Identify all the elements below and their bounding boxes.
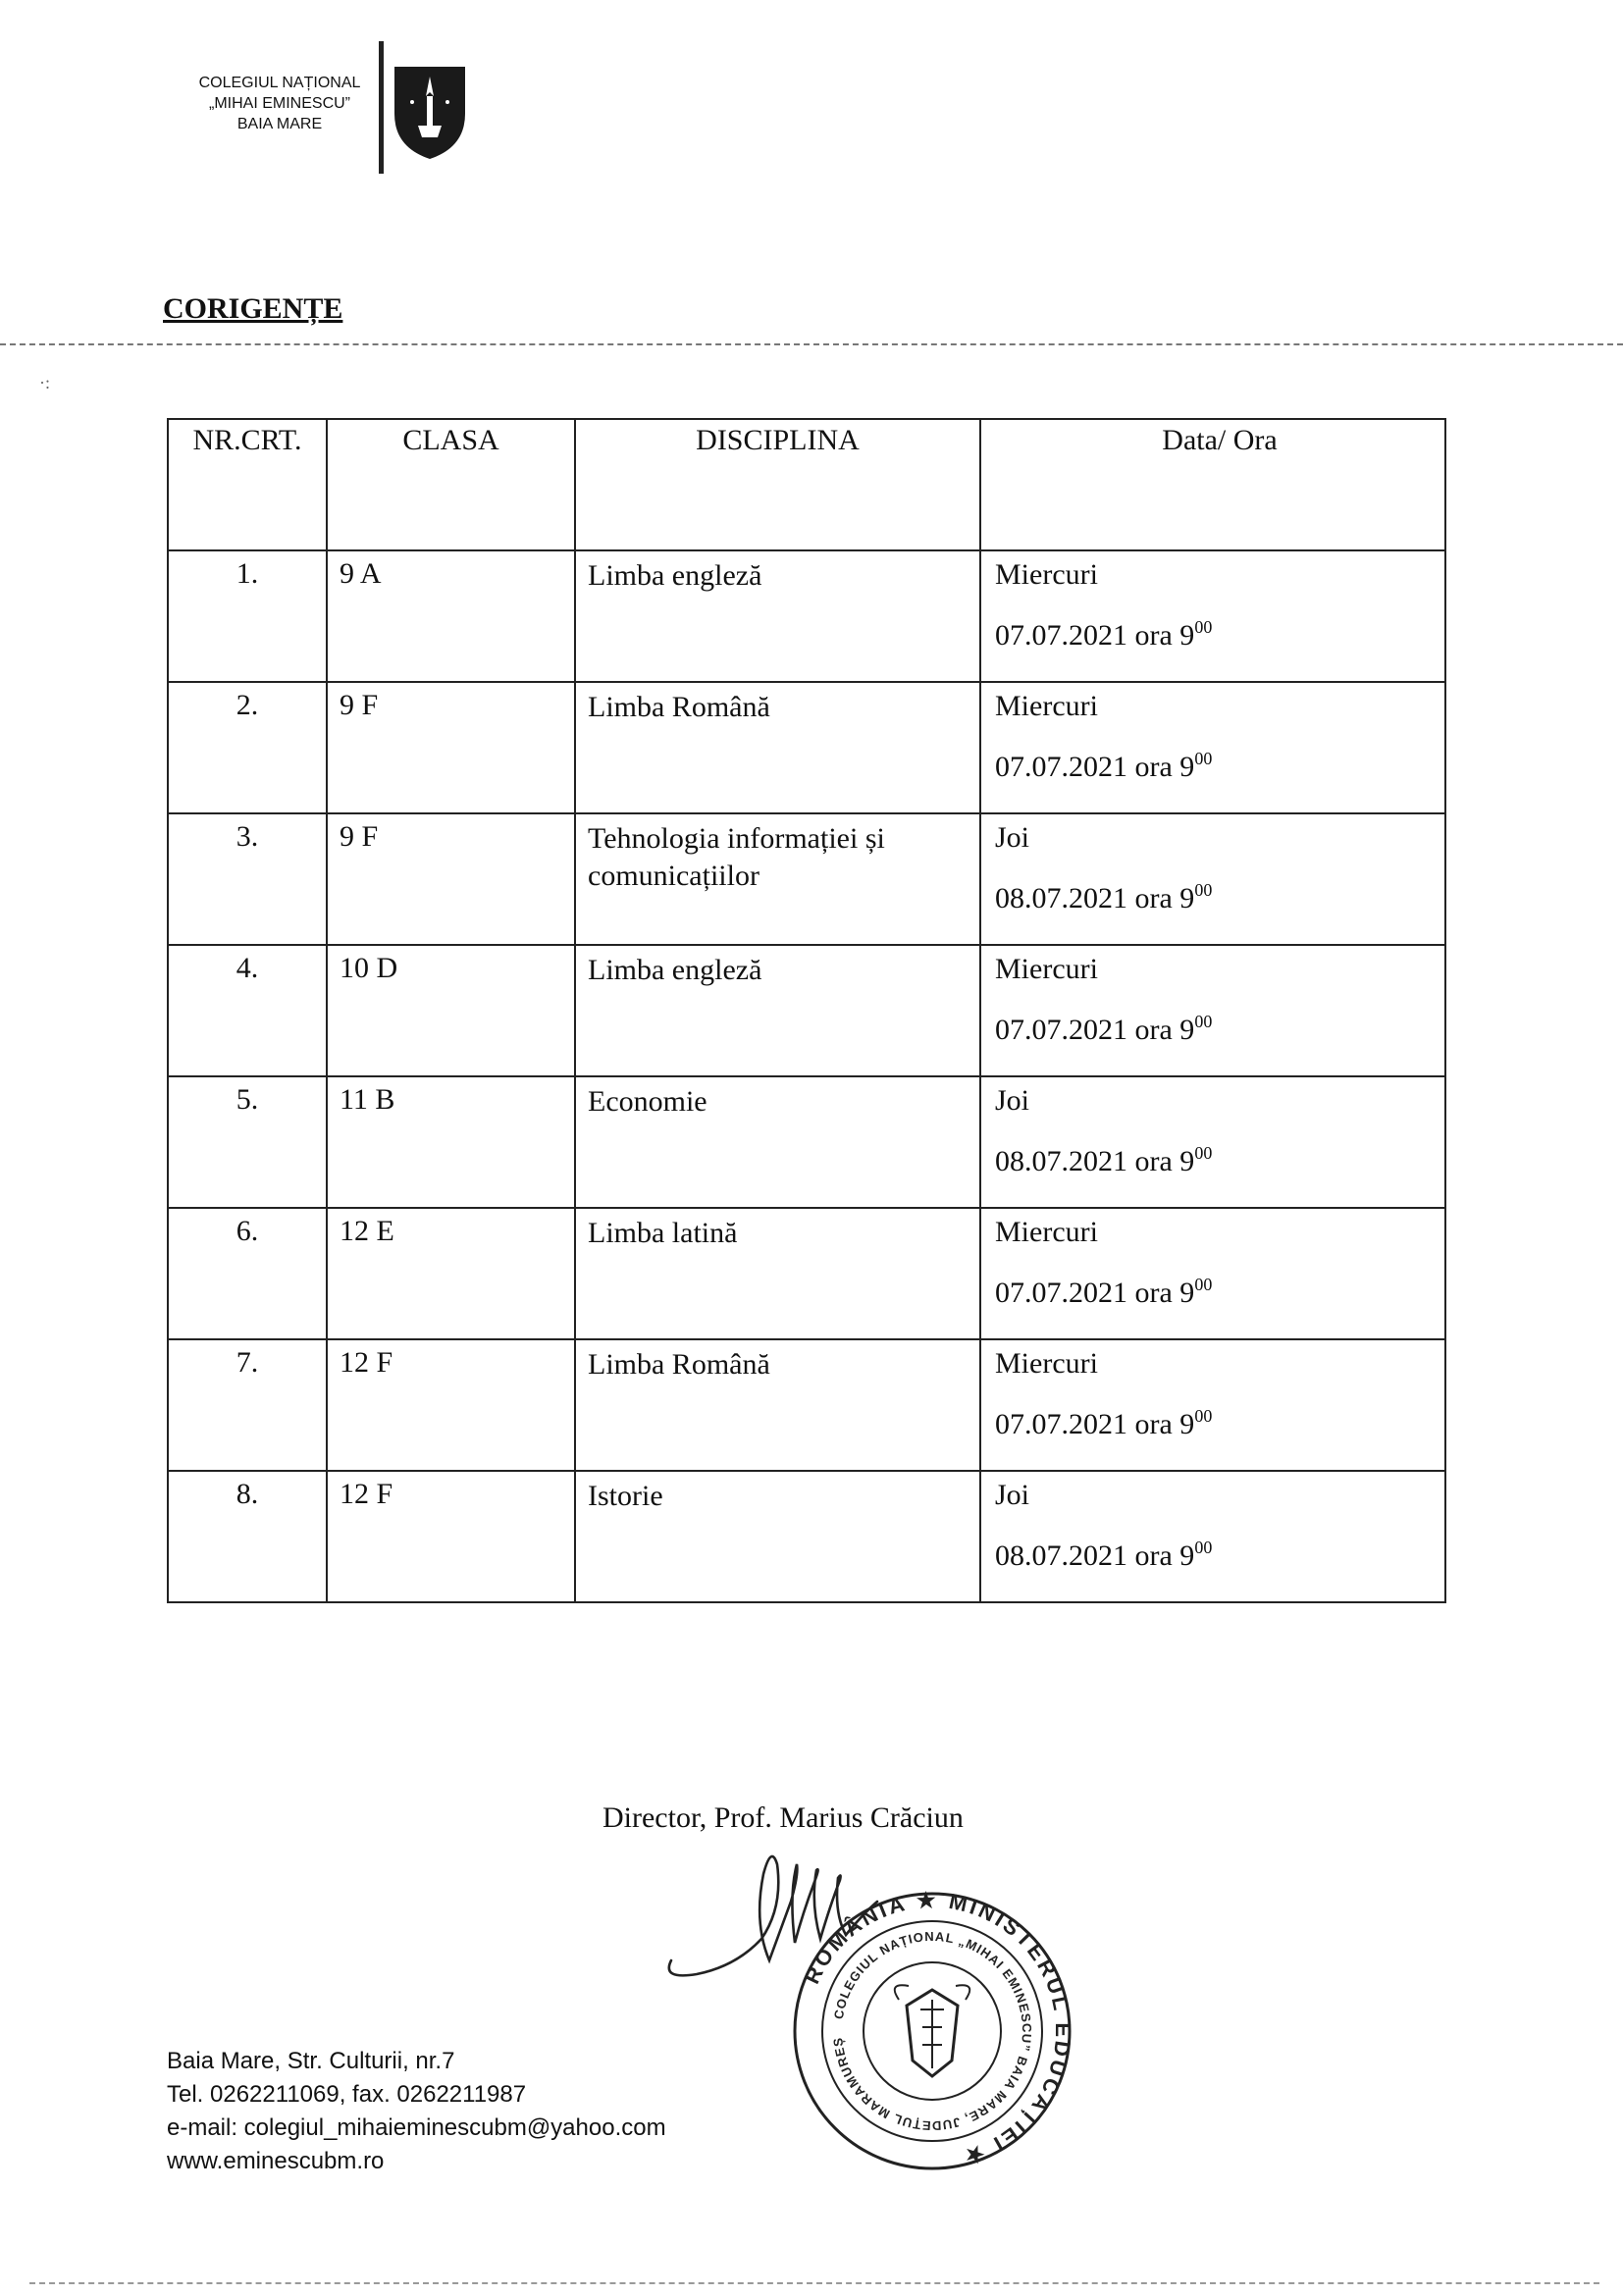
exam-day: Joi bbox=[995, 821, 1030, 854]
exam-day: Miercuri bbox=[995, 1216, 1098, 1248]
table-row bbox=[168, 813, 1445, 945]
header-data-ora: Data/ Ora bbox=[980, 419, 1445, 550]
exam-datetime: 08.07.2021 ora $9^{00}$ bbox=[995, 1143, 1213, 1177]
cell-nr: 8. bbox=[168, 1471, 327, 1602]
cell-data-ora bbox=[980, 813, 1445, 945]
bottom-divider bbox=[29, 2282, 1599, 2284]
cell-data-ora bbox=[980, 1339, 1445, 1471]
exam-datetime: 07.07.2021 ora $9^{00}$ bbox=[995, 749, 1213, 783]
cell-disciplina: Istorie bbox=[575, 1471, 980, 1602]
cell-disciplina: Limba Română bbox=[575, 682, 980, 813]
cell-data-ora bbox=[980, 1471, 1445, 1602]
cell-disciplina: Economie bbox=[575, 1076, 980, 1208]
cell-clasa: 12 E bbox=[327, 1208, 575, 1339]
cell-nr: 1. bbox=[168, 550, 327, 682]
cell-clasa: 12 F bbox=[327, 1471, 575, 1602]
cell-clasa: 12 F bbox=[327, 1339, 575, 1471]
dashed-divider bbox=[0, 343, 1623, 345]
cell-nr: 4. bbox=[168, 945, 327, 1076]
cell-clasa: 10 D bbox=[327, 945, 575, 1076]
exam-schedule-table bbox=[167, 418, 1446, 1603]
cell-disciplina: Limba engleză bbox=[575, 945, 980, 1076]
letterhead bbox=[157, 39, 491, 186]
cell-nr: 7. bbox=[168, 1339, 327, 1471]
cell-disciplina: Tehnologia informației și comunicațiilor bbox=[575, 813, 980, 945]
cell-data-ora bbox=[980, 550, 1445, 682]
director-name: Director, Prof. Marius Crăciun bbox=[602, 1801, 964, 1834]
contact-footer bbox=[167, 2045, 666, 2178]
cell-disciplina: Limba latină bbox=[575, 1208, 980, 1339]
table-row bbox=[168, 1208, 1445, 1339]
cell-clasa: 11 B bbox=[327, 1076, 575, 1208]
college-name-line-2: „MIHAI EMINESCU” bbox=[209, 95, 350, 112]
cell-data-ora bbox=[980, 682, 1445, 813]
exam-datetime: 07.07.2021 ora $9^{00}$ bbox=[995, 1012, 1213, 1046]
exam-datetime: 07.07.2021 ora $9^{00}$ bbox=[995, 617, 1213, 652]
footer-phone: Tel. 0262211069, fax. 0262211987 bbox=[167, 2081, 527, 2108]
cell-nr: 6. bbox=[168, 1208, 327, 1339]
table-row bbox=[168, 1339, 1445, 1471]
cell-clasa: 9 A bbox=[327, 550, 575, 682]
cell-nr: 2. bbox=[168, 682, 327, 813]
college-name-line-1: COLEGIUL NAȚIONAL bbox=[198, 75, 361, 91]
exam-day: Miercuri bbox=[995, 558, 1098, 591]
table-row bbox=[168, 945, 1445, 1076]
exam-day: Miercuri bbox=[995, 953, 1098, 985]
footer-email: e-mail: colegiul_mihaieminescubm@yahoo.com bbox=[167, 2114, 666, 2141]
cell-data-ora bbox=[980, 1076, 1445, 1208]
official-stamp bbox=[785, 1884, 1079, 2178]
exam-datetime: 08.07.2021 ora $9^{00}$ bbox=[995, 880, 1213, 914]
header-divider bbox=[379, 41, 384, 174]
cell-clasa: 9 F bbox=[327, 813, 575, 945]
exam-day: Miercuri bbox=[995, 1347, 1098, 1380]
cell-data-ora bbox=[980, 945, 1445, 1076]
exam-day: Joi bbox=[995, 1479, 1030, 1511]
cell-clasa: 9 F bbox=[327, 682, 575, 813]
header-clasa: CLASA bbox=[327, 419, 575, 550]
table-header-row bbox=[168, 419, 1445, 550]
header-disciplina: DISCIPLINA bbox=[575, 419, 980, 550]
scan-mark: ·: bbox=[39, 373, 50, 392]
school-crest-icon bbox=[391, 63, 469, 161]
exam-datetime: 07.07.2021 ora $9^{00}$ bbox=[995, 1406, 1213, 1440]
cell-data-ora bbox=[980, 1208, 1445, 1339]
college-name-line-3: BAIA MARE bbox=[236, 116, 323, 132]
cell-nr: 5. bbox=[168, 1076, 327, 1208]
college-name bbox=[186, 73, 373, 134]
svg-text:ROMÂNIA ★ MINISTERUL EDUCAȚIEI: ROMÂNIA ★ MINISTERUL EDUCAȚIEI ★ bbox=[799, 1887, 1076, 2171]
table-row bbox=[168, 682, 1445, 813]
cell-disciplina: Limba Română bbox=[575, 1339, 980, 1471]
table-row bbox=[168, 1076, 1445, 1208]
footer-address: Baia Mare, Str. Culturii, nr.7 bbox=[167, 2048, 455, 2074]
table-row bbox=[168, 1471, 1445, 1602]
exam-datetime: 07.07.2021 ora $9^{00}$ bbox=[995, 1275, 1213, 1309]
page-title: CORIGENȚE bbox=[163, 292, 343, 325]
svg-text:COLEGIUL NAȚIONAL „MIHAI EMINE: COLEGIUL NAȚIONAL „MIHAI EMINESCU” BAIA MARE, JUDEȚUL MARAMUREȘ bbox=[830, 1928, 1035, 2134]
table-row bbox=[168, 550, 1445, 682]
exam-day: Miercuri bbox=[995, 690, 1098, 722]
exam-day: Joi bbox=[995, 1084, 1030, 1117]
cell-disciplina: Limba engleză bbox=[575, 550, 980, 682]
exam-datetime: 08.07.2021 ora $9^{00}$ bbox=[995, 1538, 1213, 1572]
cell-nr: 3. bbox=[168, 813, 327, 945]
header-nr: NR.CRT. bbox=[168, 419, 327, 550]
footer-website: www.eminescubm.ro bbox=[167, 2148, 385, 2174]
